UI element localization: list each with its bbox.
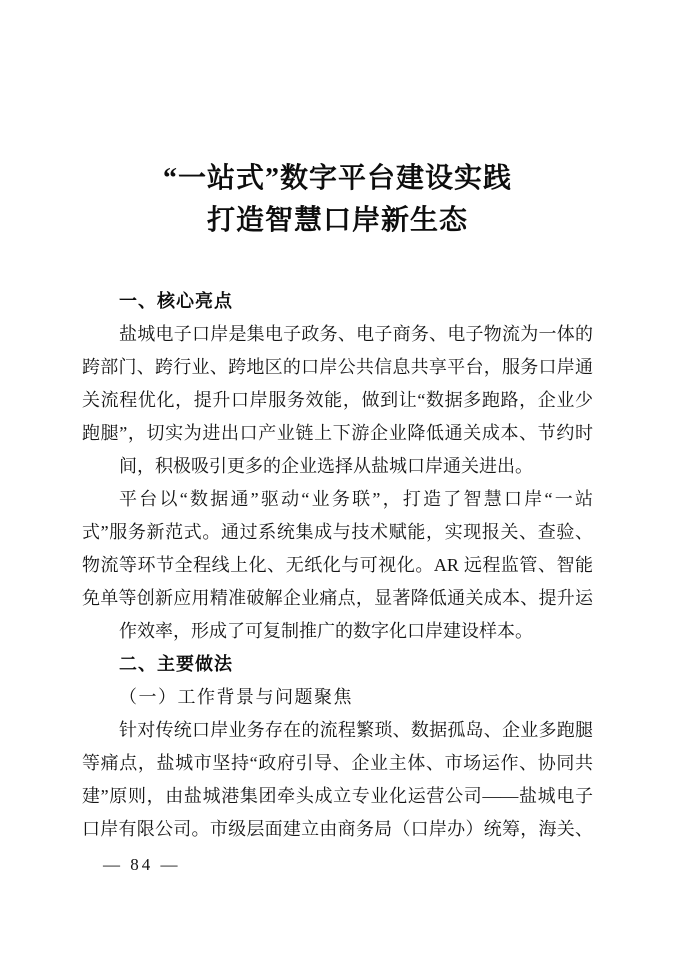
document-body [82,285,593,846]
body-line: 物流等环节全程线上化、无纸化与可视化。AR 远程监管、智能 [82,555,593,575]
body-line: 建”原则，由盐城港集团牵头成立专业化运营公司——盐城电子 [82,786,593,806]
subsection-heading-background: （一）工作背景与问题聚焦 [119,687,353,707]
body-line: 跨部门、跨行业、跨地区的口岸公共信息共享平台，服务口岸通 [82,357,593,377]
section-heading-main-practices: 二、主要做法 [119,654,233,674]
page-number: — 84 — [103,855,181,874]
document-title [0,158,675,242]
body-line: 免单等创新应用精准破解企业痛点，显著降低通关成本、提升运 [82,588,593,608]
body-line: 针对传统口岸业务存在的流程繁琐、数据孤岛、企业多跑腿 [119,720,593,740]
body-line: 式”服务新范式。通过系统集成与技术赋能，实现报关、查验、 [82,522,593,542]
body-line: 盐城电子口岸是集电子政务、电子商务、电子物流为一体的 [119,324,593,344]
body-line: 间，积极吸引更多的企业选择从盐城口岸通关进出。 [119,456,533,476]
document-title-line-2: 打造智慧口岸新生态 [206,205,468,236]
body-line: 平台以“数据通”驱动“业务联”，打造了智慧口岸“一站 [119,489,593,509]
body-line: 作效率，形成了可复制推广的数字化口岸建设样本。 [119,621,533,641]
body-line: 口岸有限公司。市级层面建立由商务局（口岸办）统筹，海关、 [82,819,593,839]
body-line: 跑腿”，切实为进出口产业链上下游企业降低通关成本、节约时 [82,423,593,443]
document-title-line-1: “一站式”数字平台建设实践 [162,163,512,194]
section-heading-core-highlights: 一、核心亮点 [119,291,233,311]
body-line: 关流程优化，提升口岸服务效能，做到让“数据多跑路，企业少 [82,390,593,410]
body-line: 等痛点，盐城市坚持“政府引导、企业主体、市场运作、协同共 [82,753,593,773]
